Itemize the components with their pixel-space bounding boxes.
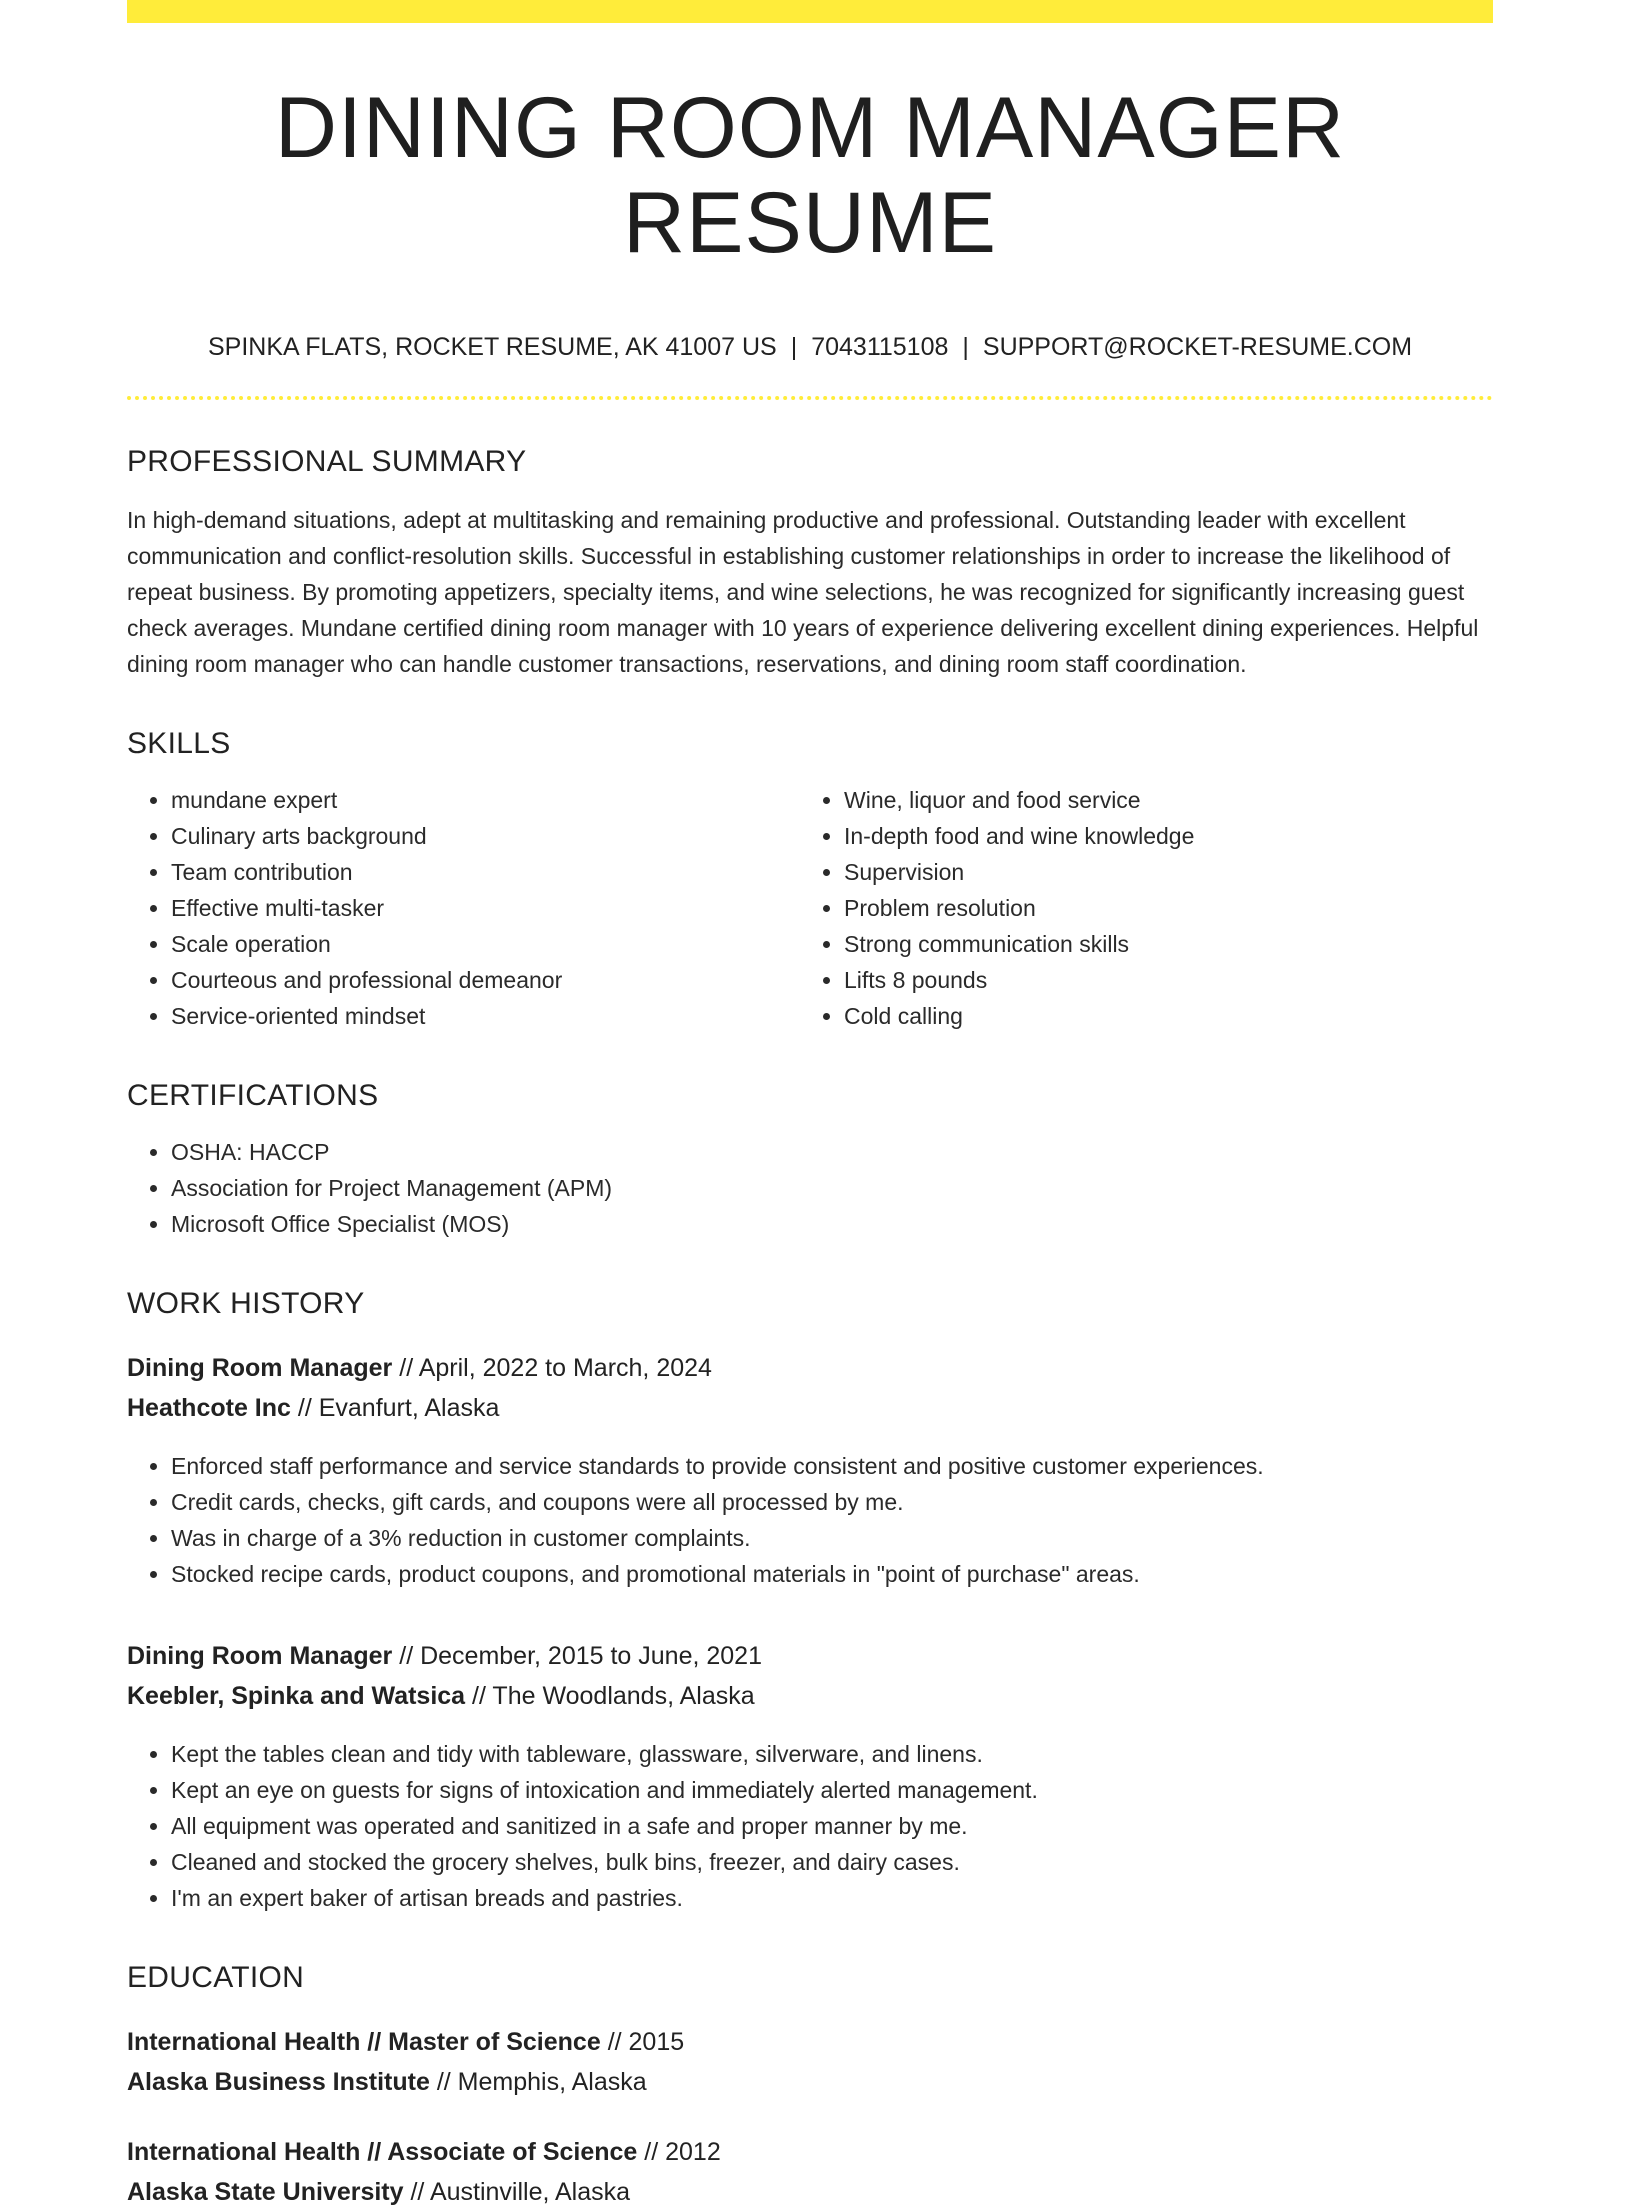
education-entry [127,2022,1493,2102]
job-duty: • Was in charge of a 3% reduction in customer complaints. [171,1520,1493,1556]
job-company-line [127,1676,1493,1716]
skills-column-left [127,782,800,1034]
skills-list-right [800,782,1493,1034]
job-company: Heathcote Inc [127,1394,291,1423]
skill-item: • Effective multi-tasker [171,890,800,926]
education-degree-line [127,2132,1493,2172]
certification-item: • Microsoft Office Specialist (MOS) [171,1206,1493,1242]
job-title: Dining Room Manager [127,1354,393,1383]
skill-item: • mundane expert [171,782,800,818]
education-year: // 2015 [607,2028,685,2057]
skills-columns [127,782,1493,1034]
job-location: // Evanfurt, Alaska [297,1394,500,1423]
skill-item: • Supervision [844,854,1493,890]
skill-item: • Problem resolution [844,890,1493,926]
job-duty: • Kept an eye on guests for signs of intoxication and immediately alerted management. [171,1772,1493,1808]
job-company-line [127,1388,1493,1428]
job-title: Dining Room Manager [127,1642,393,1671]
contact-address: SPINKA FLATS, ROCKET RESUME, AK 41007 US [207,333,777,362]
job-entry [127,1636,1493,1916]
job-title-line [127,1348,1493,1388]
job-company: Keebler, Spinka and Watsica [127,1682,466,1711]
job-entry [127,1348,1493,1592]
job-duty: • Kept the tables clean and tidy with tableware, glassware, silverware, and linens. [171,1736,1493,1772]
skills-heading: SKILLS [127,727,231,761]
education-degree-line [127,2022,1493,2062]
education-degree: International Health // Associate of Science [127,2138,638,2167]
contact-email: SUPPORT@ROCKET-RESUME.COM [982,333,1413,362]
skill-item: • Team contribution [171,854,800,890]
education-year: // 2012 [644,2138,721,2167]
job-duty: • Credit cards, checks, gift cards, and coupons were all processed by me. [171,1484,1493,1520]
skill-item: • Cold calling [844,998,1493,1034]
skill-item: • In-depth food and wine knowledge [844,818,1493,854]
education-school: Alaska State University [127,2178,404,2207]
skill-item: • Service-oriented mindset [171,998,800,1034]
job-dates: // December, 2015 to June, 2021 [399,1642,762,1671]
job-duty: • Stocked recipe cards, product coupons, and promotional materials in "point of purchase" areas. [171,1556,1493,1592]
contact-separator: | [962,333,969,362]
job-duty: • Cleaned and stocked the grocery shelves, bulk bins, freezer, and dairy cases. [171,1844,1493,1880]
top-accent-bar [127,0,1493,23]
contact-line [127,332,1493,362]
education-degree: International Health // Master of Science [127,2028,601,2057]
skill-item: • Courteous and professional demeanor [171,962,800,998]
skill-item: • Wine, liquor and food service [844,782,1493,818]
summary-text: In high-demand situations, adept at multitasking and remaining productive and professional. Outstanding leader with excellent communication and conflict-resolution skills. Successful in establishing customer relationships in order to increase the likelihood of repeat business. By promoting appetizers, specialty items, and wine selections, he was recognized for significantly increasing guest check averages. Mundane certified dining room manager with 10 years of experience delivering excellent dining experiences. Helpful dining room manager who can handle customer transactions, reservations, and dining room staff coordination. [127,507,1479,678]
skill-item: • Lifts 8 pounds [844,962,1493,998]
job-duty: • I'm an expert baker of artisan breads and pastries. [171,1880,1493,1916]
job-duty: • All equipment was operated and sanitized in a safe and proper manner by me. [171,1808,1493,1844]
certification-item: • OSHA: HACCP [171,1134,1493,1170]
job-title-line [127,1636,1493,1676]
education-school-line [127,2172,1493,2212]
skills-list-left [127,782,800,1034]
job-location: // The Woodlands, Alaska [472,1682,755,1711]
skill-item: • Scale operation [171,926,800,962]
education-school-line [127,2062,1493,2102]
education-entry [127,2132,1493,2212]
education-school: Alaska Business Institute [127,2068,430,2097]
dotted-divider [127,396,1493,400]
skill-item: • Culinary arts background [171,818,800,854]
certifications-list [127,1134,1493,1242]
contact-separator: | [790,333,798,362]
job-duty: • Enforced staff performance and service standards to provide consistent and positive customer experiences. [171,1448,1493,1484]
resume-page [127,0,1493,2212]
education-heading: EDUCATION [127,1961,305,1995]
education-location: // Austinville, Alaska [410,2178,631,2207]
job-dates: // April, 2022 to March, 2024 [399,1354,712,1383]
job-duties-list [127,1736,1493,1916]
education-location: // Memphis, Alaska [436,2068,647,2097]
certification-item: • Association for Project Management (APM) [171,1170,1493,1206]
skills-column-right [800,782,1493,1034]
page-title: DINING ROOM MANAGER RESUME [274,80,1346,271]
contact-phone: 7043115108 [811,333,949,362]
summary-heading: PROFESSIONAL SUMMARY [127,445,527,479]
job-duties-list [127,1448,1493,1592]
work-history-heading: WORK HISTORY [127,1287,365,1321]
skill-item: • Strong communication skills [844,926,1493,962]
certifications-heading: CERTIFICATIONS [127,1079,379,1113]
